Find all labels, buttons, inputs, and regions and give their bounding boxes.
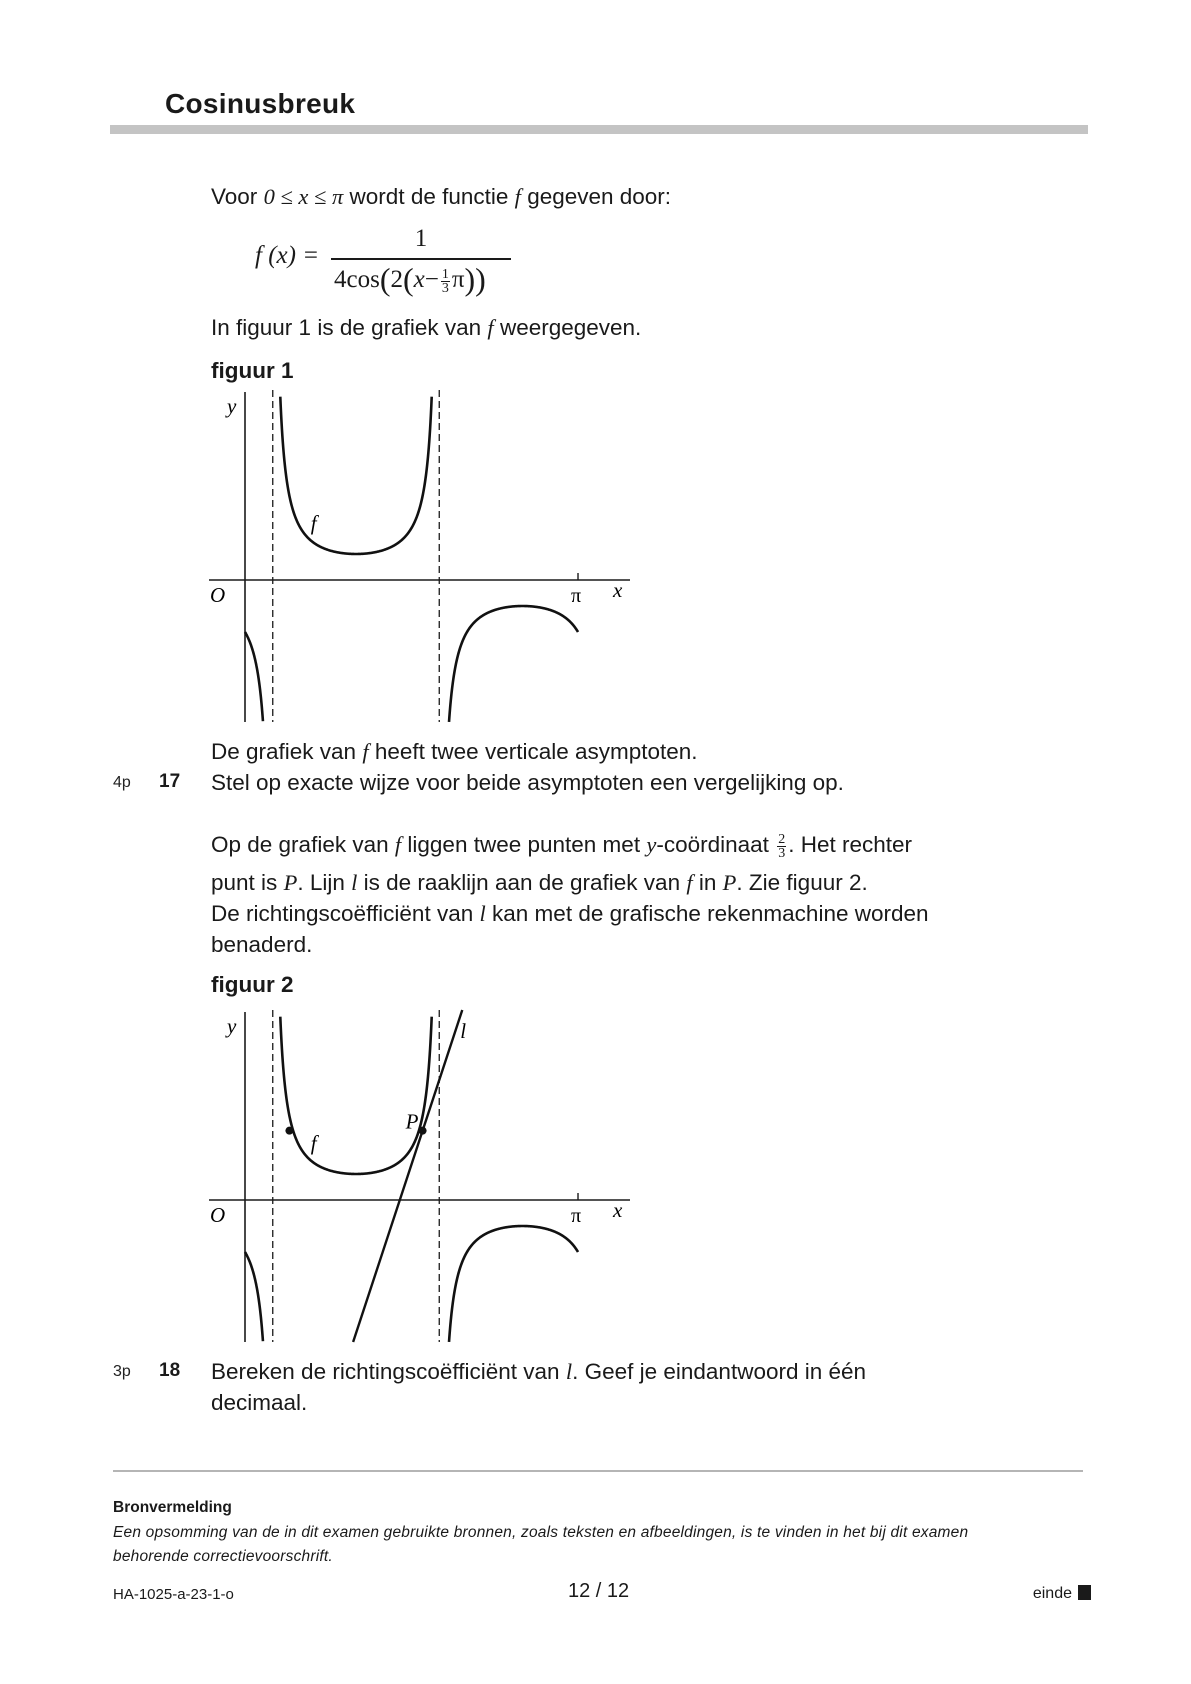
- x-tick-label: π: [571, 585, 582, 607]
- text: is de raaklijn aan de grafiek van: [363, 870, 681, 895]
- function-name: f: [394, 832, 402, 857]
- y-axis-label: y: [227, 394, 237, 418]
- q18-lead-line4: benaderd.: [211, 932, 313, 957]
- source-title: Bronvermelding: [113, 1499, 232, 1516]
- source-line-1: Een opsomming van de in dit examen gebruikte bronnen, zoals teksten en afbeeldingen, is te vinden in het bij dit examen: [113, 1524, 969, 1541]
- figure1-graph: [200, 385, 650, 730]
- denom-pi: π: [451, 266, 465, 293]
- exam-code: HA-1025-a-23-1-o: [113, 1586, 234, 1603]
- q18-lead-line3: [211, 901, 929, 927]
- end-label: einde: [1032, 1585, 1072, 1602]
- frac-den: 3: [441, 280, 449, 296]
- formula-lhs: f (x) =: [255, 242, 320, 269]
- end-marker: [1033, 1585, 1091, 1603]
- figure2-label: figuur 2: [211, 972, 294, 997]
- q17-number: 17: [159, 771, 181, 792]
- q18-question-line1: [211, 1359, 866, 1385]
- figure2-graph: [200, 1005, 650, 1350]
- q18-number: 18: [159, 1360, 181, 1381]
- x-axis-label: x: [613, 1198, 623, 1222]
- tangent-label-l: l: [460, 1019, 467, 1043]
- text: in: [698, 870, 717, 895]
- denom-minus: −: [424, 266, 439, 293]
- q18-lead-line1: [211, 832, 912, 860]
- function-name: f: [514, 184, 521, 209]
- denom-x: x: [413, 266, 425, 293]
- text: Bereken de richtingscoëfficiënt van: [211, 1359, 560, 1384]
- point-P: [419, 1127, 427, 1135]
- origin-label: O: [210, 583, 226, 607]
- function-name: f: [686, 870, 693, 895]
- line-l: l: [479, 901, 486, 926]
- point-P: P: [722, 870, 737, 895]
- q17-points: 4p: [113, 774, 131, 791]
- frac-den: 3: [778, 845, 786, 861]
- text: liggen twee punten met: [407, 832, 641, 857]
- paren-open-inner: (: [402, 261, 414, 297]
- text: . Het rechter: [788, 832, 912, 857]
- x-axis-label: x: [613, 578, 623, 602]
- paren-open: (: [379, 261, 391, 297]
- frac-num: 2: [778, 831, 786, 847]
- function-name: f: [362, 739, 369, 764]
- title-divider: [110, 125, 1088, 134]
- text: . Zie figuur 2.: [736, 870, 868, 895]
- q17-question: Stel op exacte wijze voor beide asymptoten een vergelijking op.: [211, 770, 844, 795]
- line-l: l: [565, 1359, 573, 1384]
- numerator-value: 1: [414, 225, 428, 252]
- text: -coördinaat: [656, 832, 769, 857]
- formula-numerator: [331, 225, 511, 253]
- denom-two: 2: [390, 266, 403, 293]
- y-axis-label: y: [227, 1014, 237, 1038]
- curve-label-f: f: [310, 511, 317, 536]
- intro-suffix: gegeven door:: [527, 184, 672, 209]
- denom-coef: 4cos: [334, 266, 380, 293]
- frac-num: 1: [441, 266, 449, 282]
- source-line-2: behorende correctievoorschrift.: [113, 1548, 333, 1565]
- text: punt is: [211, 870, 278, 895]
- q18-question-line2: decimaal.: [211, 1390, 308, 1415]
- curve-f-right-branch: [449, 1226, 578, 1342]
- text: Op de grafiek van: [211, 832, 389, 857]
- q17-lead: [211, 739, 698, 765]
- intro-line: [211, 184, 671, 210]
- fraction-bar: [331, 258, 511, 260]
- paren-close: )): [464, 261, 486, 297]
- curve-f-left-branch: [245, 1252, 263, 1341]
- figure1-intro: [211, 315, 641, 341]
- figure1-label: figuur 1: [211, 358, 294, 383]
- curve-f-left-branch: [245, 632, 263, 721]
- fig1-intro-suffix: weergegeven.: [499, 315, 642, 340]
- point-P: P: [283, 870, 298, 895]
- point-left: [285, 1127, 293, 1135]
- line-l: l: [351, 870, 358, 895]
- curve-f-right-branch: [449, 606, 578, 722]
- function-name: f: [487, 315, 494, 340]
- one-third-fraction: [441, 268, 450, 295]
- q17-lead-prefix: De grafiek van: [211, 739, 357, 764]
- q18-points: 3p: [113, 1363, 131, 1380]
- fig1-intro-prefix: In figuur 1 is de grafiek van: [211, 315, 482, 340]
- text: kan met de grafische rekenmachine worden: [492, 901, 929, 926]
- q17-lead-suffix: heeft twee verticale asymptoten.: [374, 739, 698, 764]
- section-title: Cosinusbreuk: [165, 88, 356, 119]
- text: De richtingscoëfficiënt van: [211, 901, 474, 926]
- origin-label: O: [210, 1203, 226, 1227]
- text: . Lijn: [297, 870, 345, 895]
- x-tick-label: π: [571, 1205, 582, 1227]
- q18-lead-line2: [211, 870, 868, 896]
- domain-expression: 0 ≤ x ≤ π: [263, 184, 344, 209]
- intro-prefix: Voor: [211, 184, 258, 209]
- two-thirds-fraction: [777, 833, 786, 860]
- page-number: 12 / 12: [568, 1580, 630, 1602]
- formula-denominator: [334, 261, 486, 298]
- footer-divider: [113, 1470, 1083, 1472]
- curve-label-f: f: [310, 1131, 317, 1156]
- point-label-P: P: [405, 1109, 419, 1134]
- text: . Geef je eindantwoord in één: [572, 1359, 867, 1384]
- end-square-icon: [1078, 1585, 1091, 1600]
- intro-middle: wordt de functie: [349, 184, 509, 209]
- tangent-line-l: [353, 1010, 462, 1342]
- curve-f-middle-branch: [280, 1017, 431, 1174]
- curve-f-middle-branch: [280, 397, 431, 554]
- y-variable: y: [646, 832, 657, 857]
